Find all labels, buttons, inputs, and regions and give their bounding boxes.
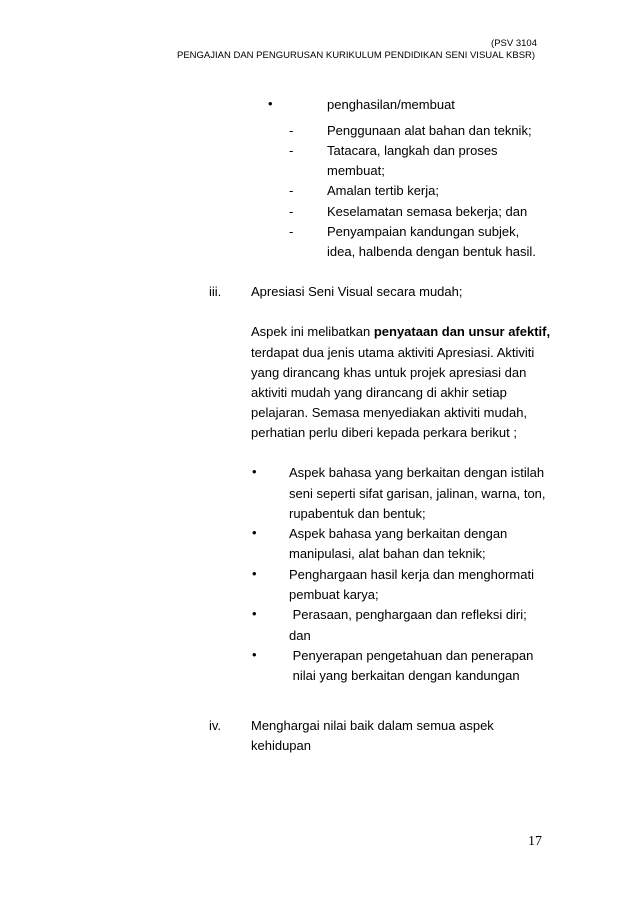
bullet-icon: • <box>252 566 257 581</box>
bullet-text: Penyerapan pengetahuan dan penerapan <box>289 648 534 663</box>
list-item: Penyampaian kandungan subjek, <box>327 224 520 239</box>
list-item: membuat; <box>327 163 385 178</box>
section-title: Apresiasi Seni Visual secara mudah; <box>251 284 463 299</box>
paragraph-line: pelajaran. Semasa menyediakan aktiviti mudah, <box>251 405 528 420</box>
section-text: kehidupan <box>251 738 311 753</box>
list-item: Amalan tertib kerja; <box>327 183 439 198</box>
dash-marker: - <box>289 143 294 158</box>
section-numeral: iii. <box>209 284 222 299</box>
bullet-text: seni seperti sifat garisan, jalinan, warna, ton, <box>289 486 546 501</box>
paragraph-line <box>251 324 550 339</box>
paragraph-line: perhatian perlu diberi kepada perkara berikut ; <box>251 425 517 440</box>
page-number: 17 <box>528 834 542 849</box>
header-code: (PSV 3104 <box>491 38 537 49</box>
list-heading: penghasilan/membuat <box>327 97 455 112</box>
paragraph-line: yang dirancang khas untuk projek apresiasi dan <box>251 365 527 380</box>
list-item: Tatacara, langkah dan proses <box>327 143 498 158</box>
dash-marker: - <box>289 204 294 219</box>
dash-marker: - <box>289 183 294 198</box>
bullet-text: Penghargaan hasil kerja dan menghormati <box>289 567 534 582</box>
header-title: PENGAJIAN DAN PENGURUSAN KURIKULUM PENDIDIKAN SENI VISUAL KBSR) <box>177 50 536 61</box>
dash-marker: - <box>289 123 294 138</box>
bullet-icon: • <box>252 525 257 540</box>
bullet-text: dan <box>289 628 311 643</box>
paragraph-line: terdapat dua jenis utama aktiviti Apresiasi. Aktiviti <box>251 345 535 360</box>
section-text: Menghargai nilai baik dalam semua aspek <box>251 718 494 733</box>
bullet-text: pembuat karya; <box>289 587 379 602</box>
bullet-text: nilai yang berkaitan dengan kandungan <box>289 668 520 683</box>
bullet-text: Aspek bahasa yang berkaitan dengan istilah <box>289 465 545 480</box>
section-numeral: iv. <box>209 718 222 733</box>
bullet-text: rupabentuk dan bentuk; <box>289 506 426 521</box>
dash-marker: - <box>289 224 294 239</box>
bullet-text: Aspek bahasa yang berkaitan dengan <box>289 526 508 541</box>
emphasis-text: penyataan dan unsur afektif, <box>373 324 551 339</box>
bullet-icon: • <box>252 647 257 662</box>
bullet-text: Perasaan, penghargaan dan refleksi diri; <box>289 607 527 622</box>
bullet-icon: • <box>252 606 257 621</box>
bullet-icon: • <box>252 464 257 479</box>
paragraph-line: aktiviti mudah yang dirancang di akhir setiap <box>251 385 507 400</box>
bullet-text: manipulasi, alat bahan dan teknik; <box>289 546 486 561</box>
bullet-icon: • <box>268 96 273 111</box>
paragraph-text: Aspek ini melibatkan <box>251 324 374 339</box>
list-item: Penggunaan alat bahan dan teknik; <box>327 123 532 138</box>
list-item: Keselamatan semasa bekerja; dan <box>327 204 528 219</box>
list-item: idea, halbenda dengan bentuk hasil. <box>327 244 536 259</box>
